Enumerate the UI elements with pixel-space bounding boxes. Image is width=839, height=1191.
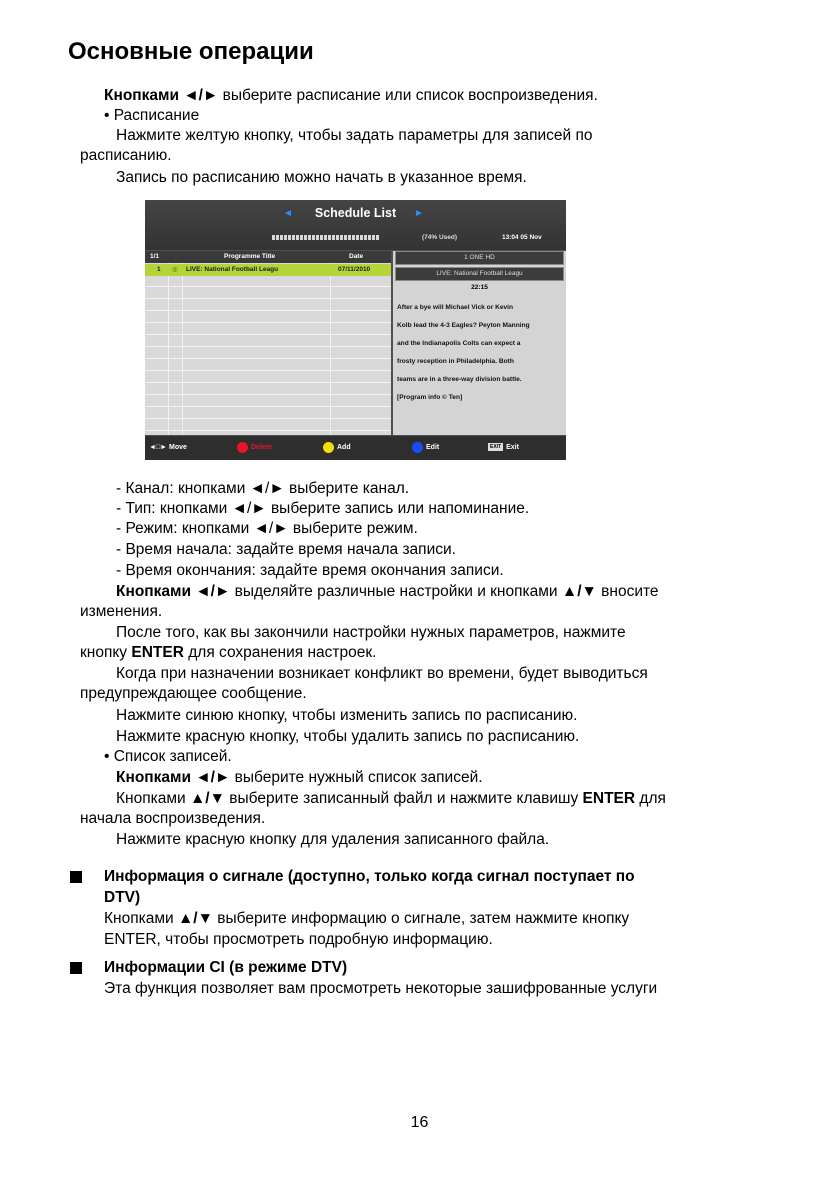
grid-line bbox=[330, 263, 331, 435]
move-hint[interactable] bbox=[149, 436, 187, 460]
intro-line-5: Запись по расписанию можно начать в указанное время. bbox=[116, 169, 527, 186]
body-line-5: Когда при назначении возникает конфликт во времени, будет выводиться bbox=[116, 665, 648, 682]
body-line-7: Нажмите синюю кнопку, чтобы изменить запись по расписанию. bbox=[116, 707, 578, 724]
intro-line-4: расписанию. bbox=[80, 147, 172, 164]
red-button-icon bbox=[237, 442, 248, 453]
signal-line-2: ENTER, чтобы просмотреть подробную информацию. bbox=[104, 931, 493, 948]
col-page: 1/1 bbox=[150, 251, 159, 263]
program-description bbox=[397, 299, 563, 407]
body-line-8: Нажмите красную кнопку, чтобы удалить запись по расписанию. bbox=[116, 728, 580, 745]
body-line-11 bbox=[116, 789, 666, 809]
col-title: Programme Title bbox=[224, 251, 275, 263]
section-bullet-icon bbox=[70, 871, 82, 883]
keys-ud: ▲/▼ bbox=[561, 583, 602, 600]
record-icon: ◎ bbox=[172, 266, 178, 273]
ci-section-title: Информации CI (в режиме DTV) bbox=[104, 959, 348, 976]
item-type-lead: - Тип: кнопками ◄/► bbox=[116, 500, 271, 517]
body-line-13: Нажмите красную кнопку для удаления записанного файла. bbox=[116, 831, 550, 848]
intro-line-1-keys: Кнопками ◄/► bbox=[104, 87, 223, 104]
item-mode bbox=[116, 519, 418, 539]
keys-lr: Кнопками ◄/► bbox=[116, 769, 235, 786]
edit-button[interactable] bbox=[412, 436, 439, 460]
body-line-1 bbox=[116, 582, 659, 602]
desc-line: teams are in a three-way division battle. bbox=[397, 376, 522, 383]
body-line-3: После того, как вы закончили настройки нужных параметров, нажмите bbox=[116, 624, 626, 641]
table-row[interactable] bbox=[145, 264, 391, 276]
intro-line-1-text: выберите расписание или список воспроизведения. bbox=[222, 87, 598, 104]
clock: 13:04 05 Nov bbox=[502, 234, 542, 241]
item-channel-lead: - Канал: кнопками ◄/► bbox=[116, 480, 289, 497]
row-title: LIVE: National Football Leagu bbox=[186, 266, 279, 273]
body-line-4 bbox=[80, 643, 376, 663]
item-mode-lead: - Режим: кнопками ◄/► bbox=[116, 520, 293, 537]
row-date: 07/11/2010 bbox=[338, 266, 371, 273]
item-mode-text: выберите режим. bbox=[292, 520, 418, 537]
signal-line-1-a: Кнопками bbox=[104, 910, 178, 927]
item-channel bbox=[116, 479, 409, 499]
screen-title: Schedule List bbox=[314, 206, 397, 220]
program-info-panel bbox=[393, 251, 566, 435]
item-channel-text: выберите канал. bbox=[288, 480, 410, 497]
body-line-4-a: кнопку bbox=[80, 644, 132, 661]
desc-line: After a bye will Michael Vick or Kevin bbox=[397, 304, 514, 311]
body-line-2: изменения. bbox=[80, 603, 163, 620]
bullet-recordings: • Список записей. bbox=[104, 748, 232, 765]
move-label: Move bbox=[169, 444, 187, 451]
item-type-text: выберите запись или напоминание. bbox=[270, 500, 530, 517]
exit-button[interactable] bbox=[488, 436, 519, 460]
delete-label: Delete bbox=[251, 444, 273, 451]
row-number: 1 bbox=[157, 266, 161, 273]
body-line-1-end: вносите bbox=[601, 583, 659, 600]
body-line-10-text: выберите нужный список записей. bbox=[234, 769, 483, 786]
grid-line bbox=[168, 263, 169, 435]
exit-label: Exit bbox=[506, 444, 519, 451]
yellow-button-icon bbox=[323, 442, 334, 453]
col-date: Date bbox=[349, 251, 363, 263]
program-time: 22:15 bbox=[471, 284, 488, 291]
section-bullet-icon bbox=[70, 962, 82, 974]
add-label: Add bbox=[337, 444, 351, 451]
keys-lr: Кнопками ◄/► bbox=[116, 583, 235, 600]
keys-ud: ▲/▼ bbox=[177, 910, 218, 927]
delete-button[interactable] bbox=[237, 436, 272, 460]
enter-key: ENTER bbox=[131, 644, 184, 661]
page-number: 16 bbox=[410, 1114, 429, 1131]
edit-label: Edit bbox=[426, 444, 440, 451]
usage-text: (74% Used) bbox=[422, 234, 458, 241]
desc-line: [Program info © Ten] bbox=[397, 394, 463, 401]
ci-line-1: Эта функция позволяет вам просмотреть некоторые зашифрованные услуги bbox=[104, 980, 658, 997]
desc-line: Kolb lead the 4-3 Eagles? Peyton Manning bbox=[397, 322, 530, 329]
grid-line bbox=[182, 263, 183, 435]
desc-line: frosty reception in Philadelphia. Both bbox=[397, 358, 514, 365]
body-line-6: предупреждающее сообщение. bbox=[80, 685, 307, 702]
item-end-time: - Время окончания: задайте время окончания записи. bbox=[116, 562, 504, 579]
body-line-11-a: Кнопками bbox=[116, 790, 190, 807]
signal-section-title-2: DTV) bbox=[104, 889, 141, 906]
body-line-12: начала воспроизведения. bbox=[80, 810, 266, 827]
item-type bbox=[116, 499, 529, 519]
bullet-schedule: • Расписание bbox=[104, 107, 200, 124]
exit-key-icon: EXIT bbox=[490, 444, 502, 451]
signal-section-title-1: Информация о сигнале (доступно, только когда сигнал поступает по bbox=[104, 868, 635, 885]
left-arrow-icon: ◄ bbox=[283, 208, 293, 219]
right-arrow-icon: ► bbox=[414, 208, 424, 219]
body-line-11-c: выберите записанный файл и нажмите клавишу bbox=[229, 790, 583, 807]
item-start-time: - Время начала: задайте время начала записи. bbox=[116, 541, 456, 558]
program-name: LIVE: National Football Leagu bbox=[395, 267, 564, 281]
schedule-list-screen bbox=[145, 200, 566, 460]
keys-ud: ▲/▼ bbox=[189, 790, 230, 807]
body-line-11-e: для bbox=[635, 790, 666, 807]
page-title: Основные операции bbox=[68, 38, 314, 65]
enter-key: ENTER bbox=[582, 790, 636, 807]
signal-line-1 bbox=[104, 909, 629, 929]
button-bar bbox=[145, 436, 566, 460]
signal-line-1-c: выберите информацию о сигнале, затем нажмите кнопку bbox=[217, 910, 630, 927]
blue-button-icon bbox=[412, 442, 423, 453]
desc-line: and the Indianapolis Colts can expect a bbox=[397, 340, 521, 347]
move-icon: ◄□► bbox=[149, 444, 168, 451]
add-button[interactable] bbox=[323, 436, 351, 460]
body-line-1-text: выделяйте различные настройки и кнопками bbox=[234, 583, 562, 600]
usage-bar bbox=[272, 235, 380, 240]
body-line-10 bbox=[116, 768, 483, 788]
intro-line-1 bbox=[104, 86, 598, 106]
body-line-4-c: для сохранения настроек. bbox=[183, 644, 377, 661]
intro-line-3: Нажмите желтую кнопку, чтобы задать параметры для записей по bbox=[116, 127, 593, 144]
channel-name: 1 ONE HD bbox=[395, 251, 564, 265]
